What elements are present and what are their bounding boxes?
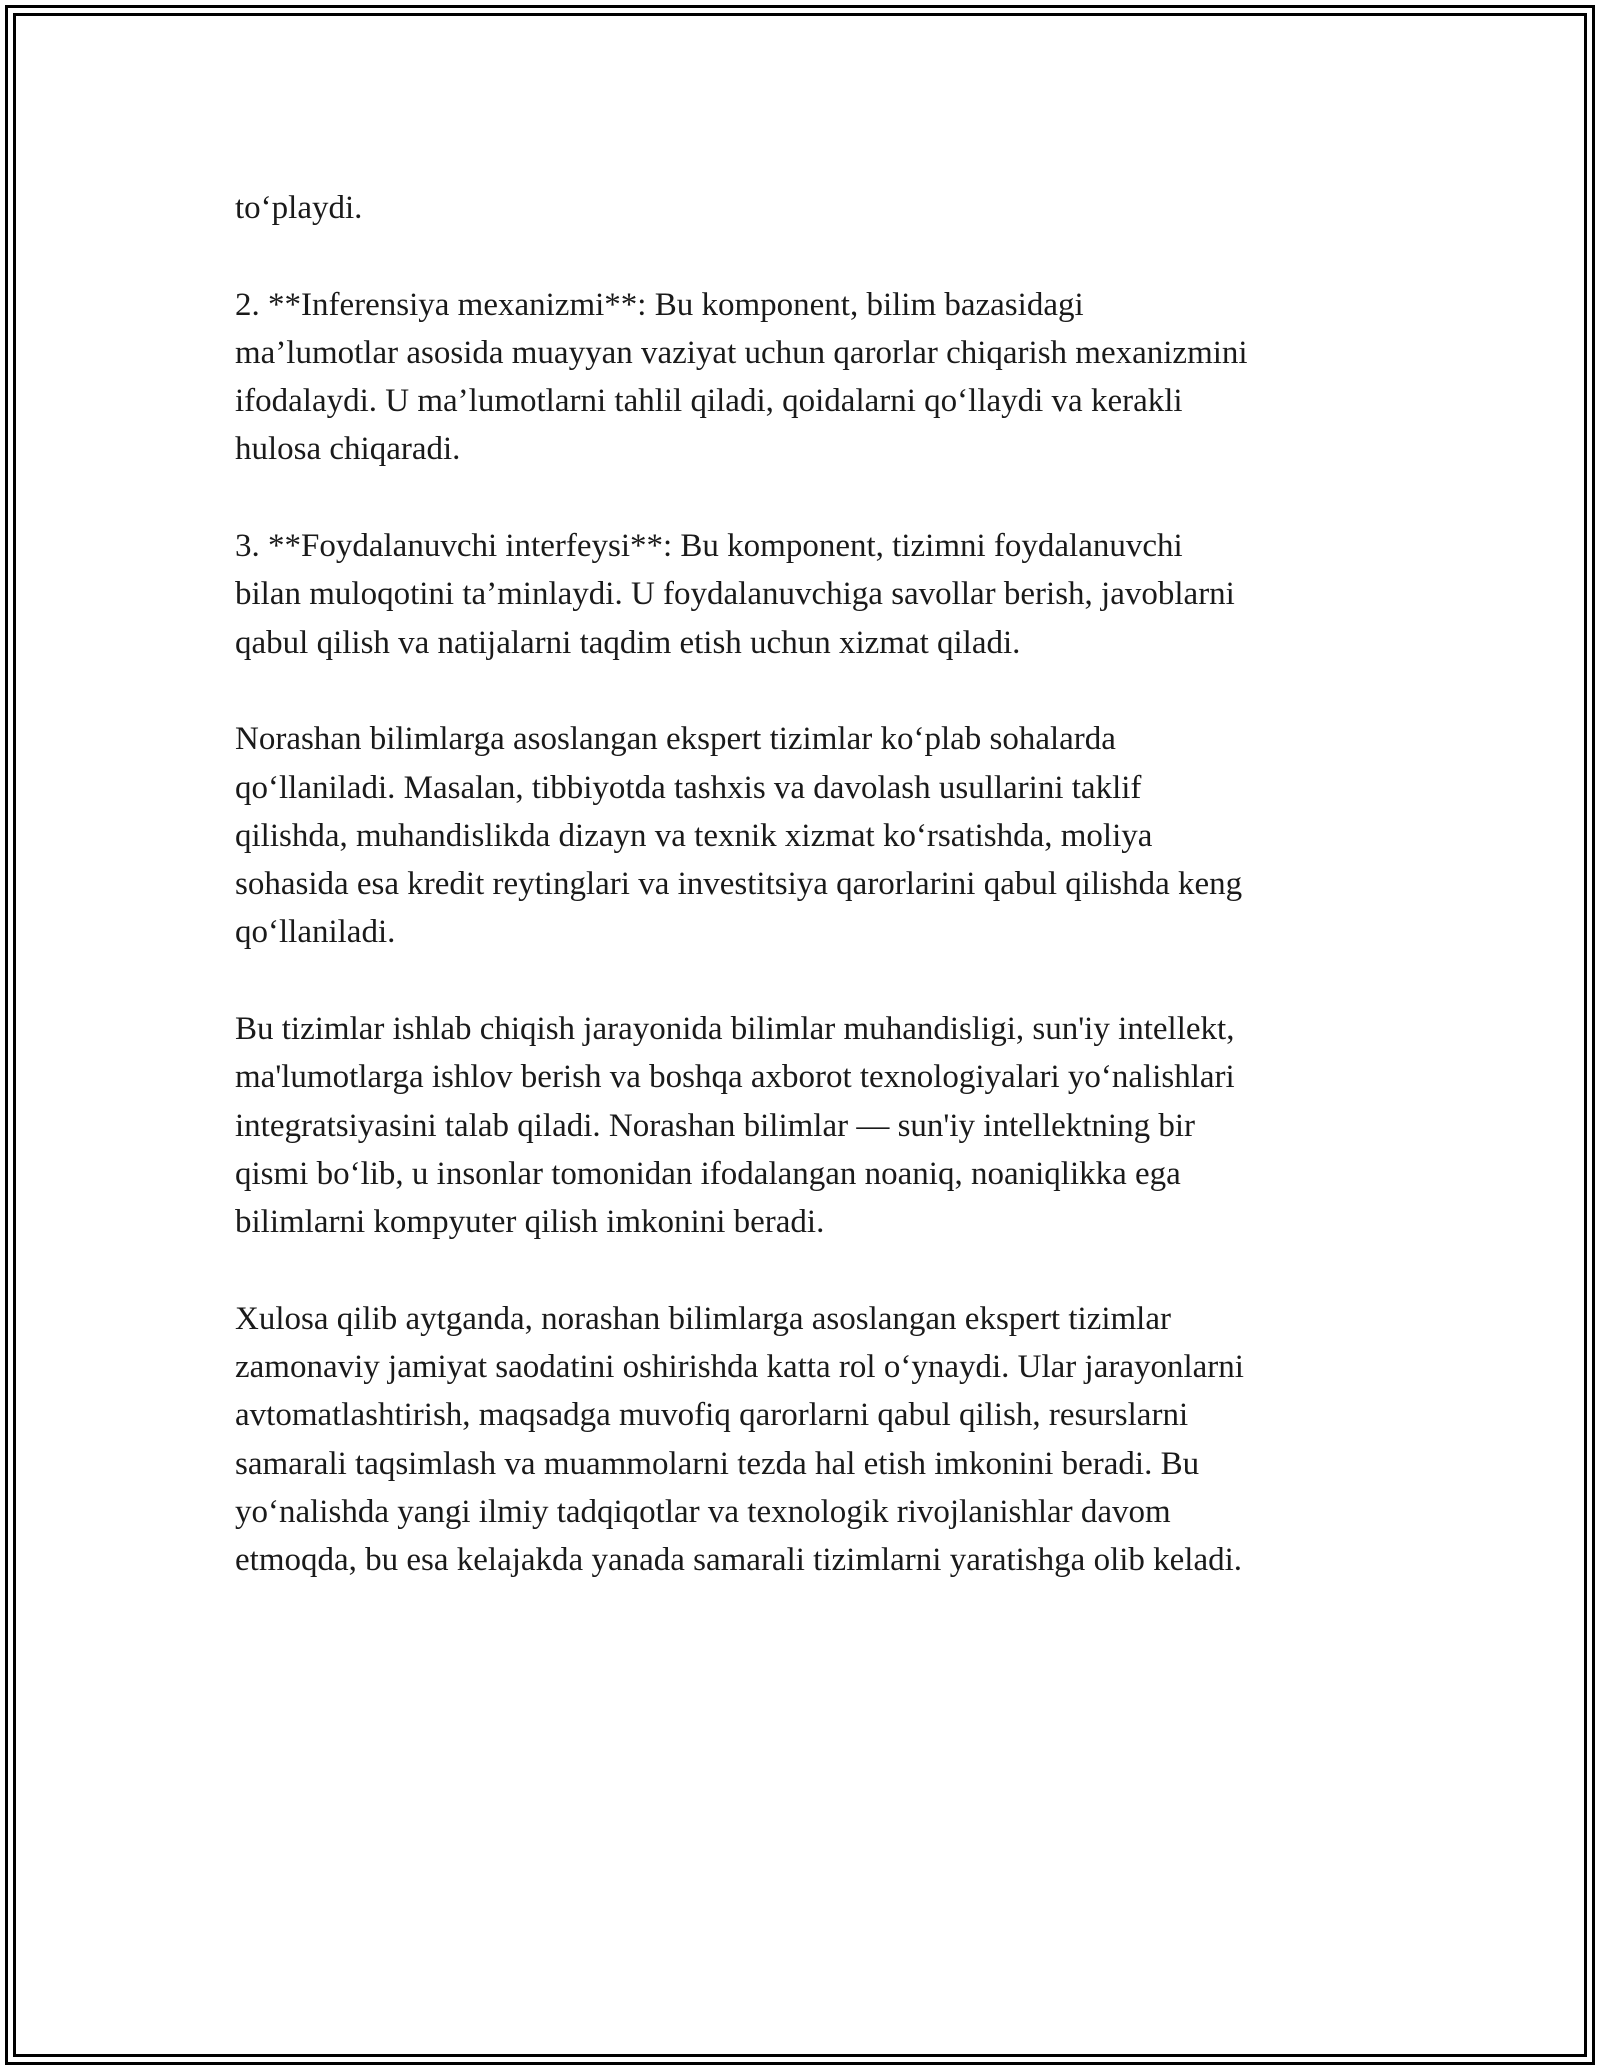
text-line: bilan muloqotini ta’minlaydi. U foydalanuvchiga savollar berish, javoblarni bbox=[235, 576, 1235, 613]
text-line: zamonaviy jamiyat saodatini oshirishda katta rol o‘ynaydi. Ular jarayonlarni bbox=[235, 1349, 1244, 1386]
paragraph-user-interface bbox=[235, 522, 1375, 667]
text-line: hulosa chiqaradi. bbox=[235, 431, 461, 468]
text-line: avtomatlashtirish, maqsadga muvofiq qarorlarni qabul qilish, resurslarni bbox=[235, 1397, 1189, 1434]
text-line: 2. **Inferensiya mexanizmi**: Bu komponent, bilim bazasidagi bbox=[235, 286, 1084, 323]
paragraph-applications bbox=[235, 715, 1375, 956]
text-line: sohasida esa kredit reytinglari va investitsiya qarorlarini qabul qilishda keng bbox=[235, 866, 1243, 903]
text-line: ma’lumotlar asosida muayyan vaziyat uchun qarorlar chiqarish mexanizmini bbox=[235, 334, 1248, 371]
paragraph-continuation bbox=[235, 184, 1375, 232]
text-line: qo‘llaniladi. Masalan, tibbiyotda tashxis va davolash usullarini taklif bbox=[235, 769, 1142, 806]
document-body bbox=[235, 184, 1375, 1585]
text-line: qabul qilish va natijalarni taqdim etish uchun xizmat qiladi. bbox=[235, 624, 1021, 661]
text-line: integratsiyasini talab qiladi. Norashan bilimlar — sun'iy intellektning bir bbox=[235, 1107, 1196, 1144]
text-line: 3. **Foydalanuvchi interfeysi**: Bu komponent, tizimni foydalanuvchi bbox=[235, 528, 1183, 565]
paragraph-inference-mechanism bbox=[235, 281, 1375, 474]
text-line: Xulosa qilib aytganda, norashan bilimlarga asoslangan ekspert tizimlar bbox=[235, 1300, 1171, 1337]
text-line: yo‘nalishda yangi ilmiy tadqiqotlar va texnologik rivojlanishlar davom bbox=[235, 1494, 1171, 1531]
text-line: ma'lumotlarga ishlov berish va boshqa axborot texnologiyalari yo‘nalishlari bbox=[235, 1059, 1235, 1096]
text-line: to‘playdi. bbox=[235, 190, 363, 226]
text-line: ifodalaydi. U ma’lumotlarni tahlil qiladi, qoidalarni qo‘llaydi va kerakli bbox=[235, 383, 1183, 420]
text-line: bilimlarni kompyuter qilish imkonini beradi. bbox=[235, 1204, 825, 1241]
text-line: qismi bo‘lib, u insonlar tomonidan ifodalangan noaniq, noaniqlikka ega bbox=[235, 1155, 1181, 1192]
paragraph-integration bbox=[235, 1005, 1375, 1246]
paragraph-conclusion bbox=[235, 1295, 1375, 1585]
text-line: qo‘llaniladi. bbox=[235, 914, 396, 951]
text-line: Norashan bilimlarga asoslangan ekspert tizimlar ko‘plab sohalarda bbox=[235, 721, 1116, 758]
text-line: samarali taqsimlash va muammolarni tezda hal etish imkonini beradi. Bu bbox=[235, 1445, 1200, 1482]
text-line: Bu tizimlar ishlab chiqish jarayonida bilimlar muhandisligi, sun'iy intellekt, bbox=[235, 1011, 1235, 1048]
text-line: qilishda, muhandislikda dizayn va texnik xizmat ko‘rsatishda, moliya bbox=[235, 817, 1153, 854]
text-line: etmoqda, bu esa kelajakda yanada samarali tizimlarni yaratishga olib keladi. bbox=[235, 1542, 1243, 1579]
